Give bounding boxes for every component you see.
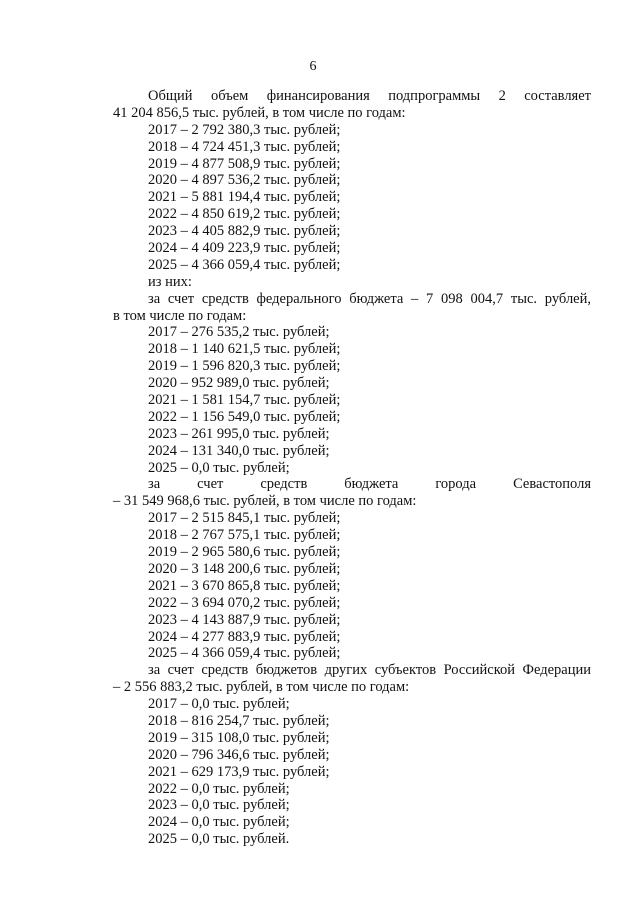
year-item: 2018 – 2 767 575,1 тыс. рублей; xyxy=(148,527,341,544)
year-item: 2025 – 4 366 059,4 тыс. рублей; xyxy=(148,256,341,273)
paragraph-total-second-line: 41 204 856,5 тыс. рублей, в том числе по годам: xyxy=(113,104,406,121)
year-item: 2019 – 1 596 820,3 тыс. рублей; xyxy=(148,358,341,375)
year-item: 2018 – 816 254,7 тыс. рублей; xyxy=(148,712,330,729)
year-item: 2018 – 4 724 451,3 тыс. рублей; xyxy=(148,138,341,155)
year-item: 2023 – 0,0 тыс. рублей; xyxy=(148,797,290,814)
paragraph-other-subjects-second-line: – 2 556 883,2 тыс. рублей, в том числе по годам: xyxy=(113,679,410,696)
year-item: 2024 – 0,0 тыс. рублей; xyxy=(148,814,290,831)
year-item: 2022 – 1 156 549,0 тыс. рублей; xyxy=(148,408,341,425)
year-item: 2017 – 276 535,2 тыс. рублей; xyxy=(148,324,330,341)
year-item: 2022 – 4 850 619,2 тыс. рублей; xyxy=(148,206,341,223)
year-item: 2020 – 796 346,6 тыс. рублей; xyxy=(148,746,330,763)
of-which-label: из них: xyxy=(148,273,192,290)
year-item: 2023 – 261 995,0 тыс. рублей; xyxy=(148,425,330,442)
year-item: 2021 – 3 670 865,8 тыс. рублей; xyxy=(148,577,341,594)
year-item: 2021 – 629 173,9 тыс. рублей; xyxy=(148,763,330,780)
paragraph-federal-second-line: в том числе по годам: xyxy=(113,307,247,324)
year-item: 2017 – 2 792 380,3 тыс. рублей; xyxy=(148,121,341,138)
year-item: 2023 – 4 405 882,9 тыс. рублей; xyxy=(148,223,341,240)
page-number: 6 xyxy=(309,59,317,74)
year-item: 2021 – 5 881 194,4 тыс. рублей; xyxy=(148,189,341,206)
year-item: 2017 – 2 515 845,1 тыс. рублей; xyxy=(148,510,341,527)
year-item: 2018 – 1 140 621,5 тыс. рублей; xyxy=(148,341,341,358)
year-item: 2024 – 4 277 883,9 тыс. рублей; xyxy=(148,628,341,645)
year-item: 2019 – 315 108,0 тыс. рублей; xyxy=(148,729,330,746)
year-item: 2025 – 4 366 059,4 тыс. рублей; xyxy=(148,645,341,662)
paragraph-sevastopol-first-line: за счет средств бюджета города Севастополя xyxy=(148,476,591,493)
year-item: 2025 – 0,0 тыс. рублей. xyxy=(148,831,290,848)
year-item: 2020 – 952 989,0 тыс. рублей; xyxy=(148,375,330,392)
year-item: 2022 – 3 694 070,2 тыс. рублей; xyxy=(148,594,341,611)
paragraph-total-first-line: Общий объем финансирования подпрограммы 2 составляет xyxy=(148,88,591,104)
year-item: 2020 – 3 148 200,6 тыс. рублей; xyxy=(148,560,341,577)
year-item: 2019 – 2 965 580,6 тыс. рублей; xyxy=(148,544,341,561)
year-item: 2025 – 0,0 тыс. рублей; xyxy=(148,459,290,476)
year-item: 2021 – 1 581 154,7 тыс. рублей; xyxy=(148,392,341,409)
year-item: 2017 – 0,0 тыс. рублей; xyxy=(148,696,290,713)
document-body xyxy=(113,88,591,848)
paragraph-federal-first-line: за счет средств федерального бюджета – 7 098 004,7 тыс. рублей, xyxy=(148,290,591,307)
paragraph-other-subjects-first-line: за счет средств бюджетов других субъектов Российской Федерации xyxy=(148,662,591,679)
year-item: 2019 – 4 877 508,9 тыс. рублей; xyxy=(148,155,341,172)
year-item: 2020 – 4 897 536,2 тыс. рублей; xyxy=(148,172,341,189)
year-item: 2022 – 0,0 тыс. рублей; xyxy=(148,780,290,797)
paragraph-sevastopol-second-line: – 31 549 968,6 тыс. рублей, в том числе по годам: xyxy=(113,493,417,510)
year-item: 2024 – 4 409 223,9 тыс. рублей; xyxy=(148,240,341,257)
year-item: 2024 – 131 340,0 тыс. рублей; xyxy=(148,442,330,459)
year-item: 2023 – 4 143 887,9 тыс. рублей; xyxy=(148,611,341,628)
